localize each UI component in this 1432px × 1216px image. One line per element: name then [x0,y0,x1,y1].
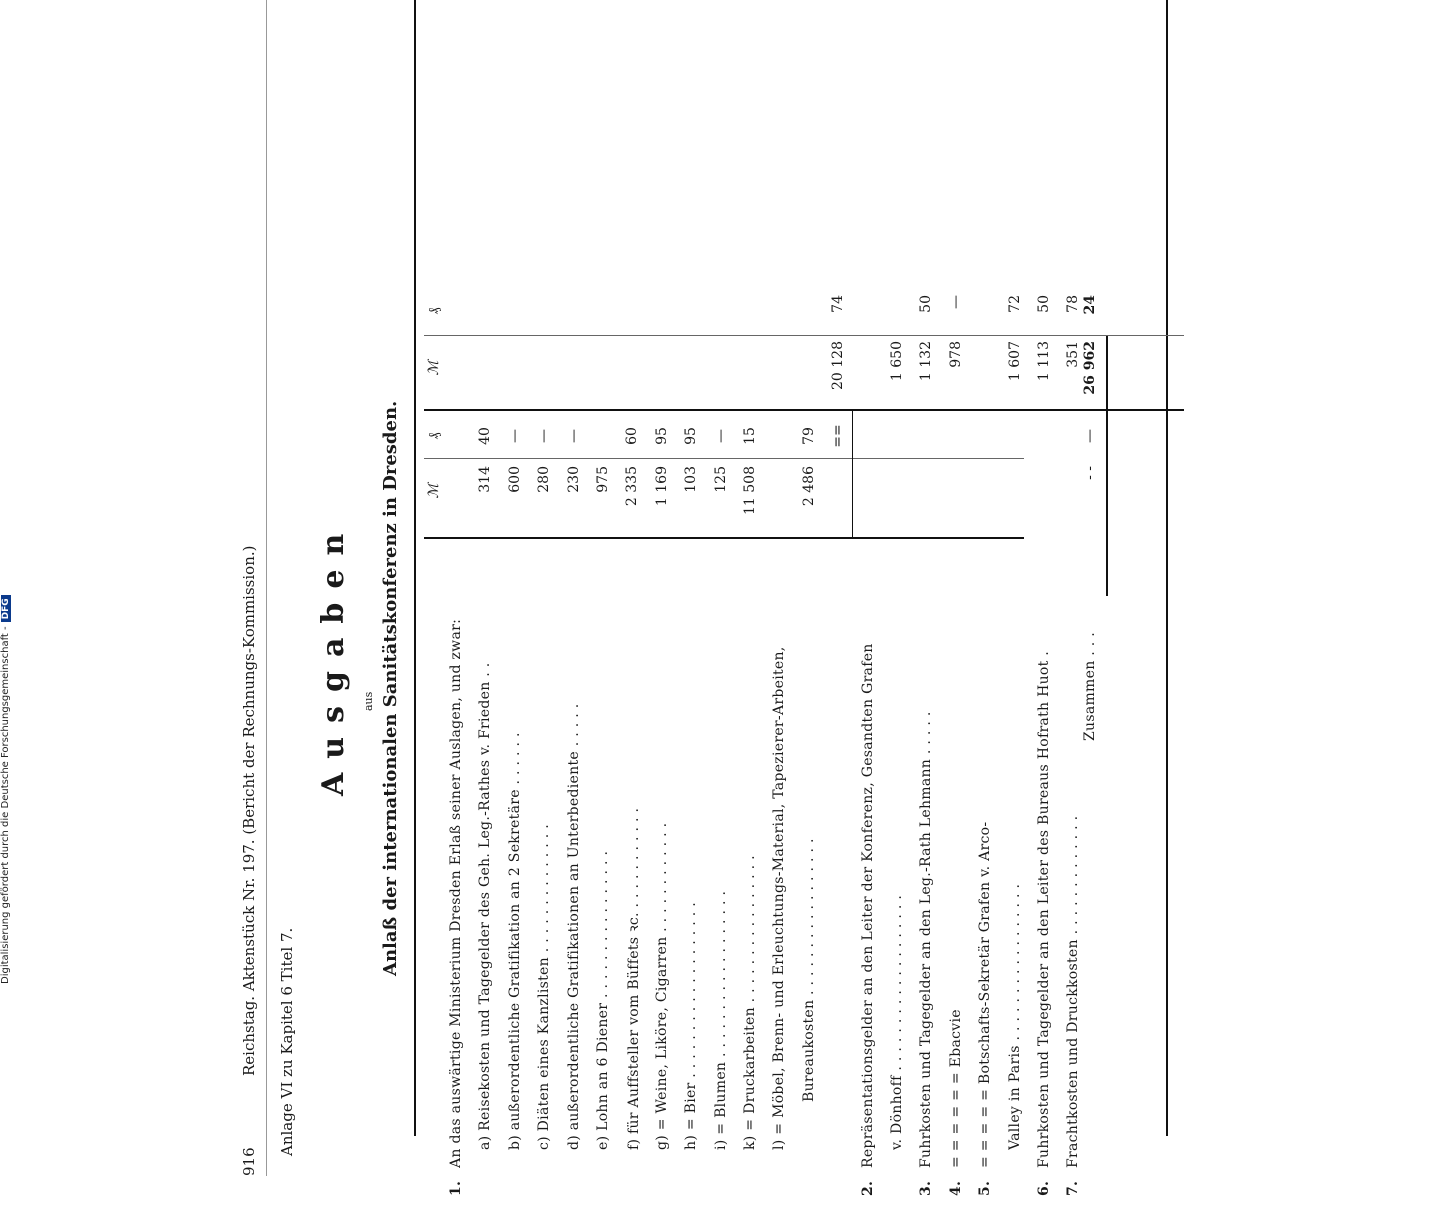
item-total-pf: 78 [1065,295,1082,313]
item-text: l) = Möbel, Brenn- und Erleuchtungs-Material, Tapezierer-Arbeiten, [771,646,788,1150]
sum-pf: 24 [1082,295,1098,315]
sum-rule [1106,336,1108,596]
item-pf: 79 [800,427,817,445]
item-total-pf: — [947,295,964,309]
sum-dash: — [1082,429,1098,443]
item-text: c) Diäten eines Kanzlisten . . . . . . . . . . . . . . [536,824,553,1150]
item-mark: 600 [506,466,523,493]
item-text: i) = Blumen . . . . . . . . . . . . . . . . . . [712,890,729,1150]
item-text: Repräsentationsgelder an den Leiter der Konferenz, Gesandten Grafen [859,643,876,1168]
item-pf: — [506,429,523,443]
item-number: 6. [1036,1180,1052,1196]
item-total-mark: 1 132 [918,341,935,382]
col-header-mark-2: ℳ [426,360,442,376]
item-pf: 40 [477,427,494,445]
item-total-mark: 20 128 [830,341,847,390]
sum-placeholder: - - [1082,466,1098,480]
item-number: 5. [977,1180,994,1196]
item-text: d) außerordentliche Gratifikationen an Unterbediente . . . . . [565,703,582,1150]
item-pf: 15 [742,427,758,445]
item-text: k) = Druckarbeiten . . . . . . . . . . . . . . . . [742,855,758,1150]
item-text: = = = = = = Ebacvie [947,1009,964,1168]
item-text: h) = Bier . . . . . . . . . . . . . . . . . . . [683,901,700,1150]
subtotal-rule [852,409,853,539]
item-text: Fuhrkosten und Tagegelder an den Leg.-Rath Lehmann . . . . . [918,711,935,1168]
item-total-pf: 72 [1006,295,1023,313]
page-number: 916 [240,1147,258,1176]
col-header-pf-2: ₰ [426,307,442,315]
item-text: Frachtkosten und Druckkosten . . . . . . . . . . . . . [1065,815,1082,1168]
dfg-logo: DFG [1,595,11,622]
item-pf: 95 [653,427,670,445]
item-mark: 2 335 [624,466,641,507]
item-mark: 125 [712,466,729,493]
item-text: An das auswärtige Ministerium Dresden Erlaß seiner Auslagen, und zwar: [448,618,464,1168]
item-mark: 230 [565,466,582,493]
item-number: 4. [947,1180,964,1196]
item-text: b) außerordentliche Gratifikation an 2 Sekretäre . . . . . . [506,732,523,1150]
item-number: 1. [448,1180,464,1196]
item-total-mark: 1 607 [1006,341,1023,382]
item-text: v. Dönhoff . . . . . . . . . . . . . . . . . . . [889,894,905,1150]
item-mark: 103 [683,466,700,493]
item-mark: 314 [477,466,494,493]
col-rule-1 [424,537,1024,539]
page-content [216,216,1432,1216]
item-total-mark: 1 650 [889,341,905,382]
item-total-pf: 50 [918,295,935,313]
item-mark: 280 [536,466,553,493]
item-text: Bureaukosten . . . . . . . . . . . . . . . . . [800,838,817,1102]
item-pf: 60 [624,427,641,445]
item-number: 3. [918,1180,935,1196]
item-mark: 11 508 [742,466,758,515]
subtitle-word: aus [362,691,375,711]
digitization-footer [0,598,18,984]
page-frame [216,0,1216,1216]
item-number: 2. [859,1180,876,1196]
item-text: Valley in Paris . . . . . . . . . . . . . . . . . [1006,883,1023,1150]
item-text: e) Lohn an 6 Diener . . . . . . . . . . . . . . . . [595,850,611,1150]
item-total-mark: 351 [1065,341,1082,368]
col-header-mark-1: ℳ [426,483,442,499]
annex-label: Anlage VI zu Kapitel 6 Titel 7. [278,927,296,1156]
item-text: g) = Weine, Liköre, Cigarren . . . . . . . . . . . . [653,822,670,1150]
item-pf: — [536,429,553,443]
item-total-pf: 74 [830,295,847,313]
item-text: a) Reisekosten und Tagegelder des Geh. Leg.-Rathes v. Frieden . . [477,662,494,1150]
item-number: 7. [1065,1180,1082,1196]
running-head: Reichstag. Aktenstück Nr. 197. (Bericht der Rechnungs-Kommission.) [240,545,258,1076]
item-pf: == [830,424,847,448]
table-bottom-rule [1166,0,1168,1136]
col-header-pf-1: ₰ [426,432,442,440]
col-rule-3 [424,409,1184,411]
sum-label: Zusammen . . . [1082,631,1098,741]
item-mark: 2 486 [800,466,817,507]
sum-mark: 26 962 [1082,341,1098,395]
table-top-rule [414,0,416,1136]
item-total-mark: 978 [947,341,964,368]
item-pf: — [712,429,729,443]
item-text: Fuhrkosten und Tagegelder an den Leiter des Bureaus Hofrath Huot . [1036,650,1052,1168]
subtitle: Anlaß der internationalen Sanitätskonferenz in Dresden. [380,400,401,976]
item-total-pf: 50 [1036,295,1052,313]
item-mark: 975 [595,466,611,493]
item-pf: 95 [683,427,700,445]
item-total-mark: 1 113 [1036,341,1052,382]
col-rule-4 [424,335,1184,336]
footer-text: Digitalisierung gefördert durch die Deutsche Forschungsgemeinschaft - [0,626,11,984]
item-mark: 1 169 [653,466,670,507]
item-text: f) für Auffsteller vom Büffets ꝛc. . . . . . . . . . . . [626,807,643,1150]
item-pf: — [565,429,582,443]
col-rule-2 [424,458,1024,459]
item-text: = = = = = Botschafts-Sekretär Grafen v. Arco- [977,821,994,1168]
title: Ausgaben [316,519,351,796]
